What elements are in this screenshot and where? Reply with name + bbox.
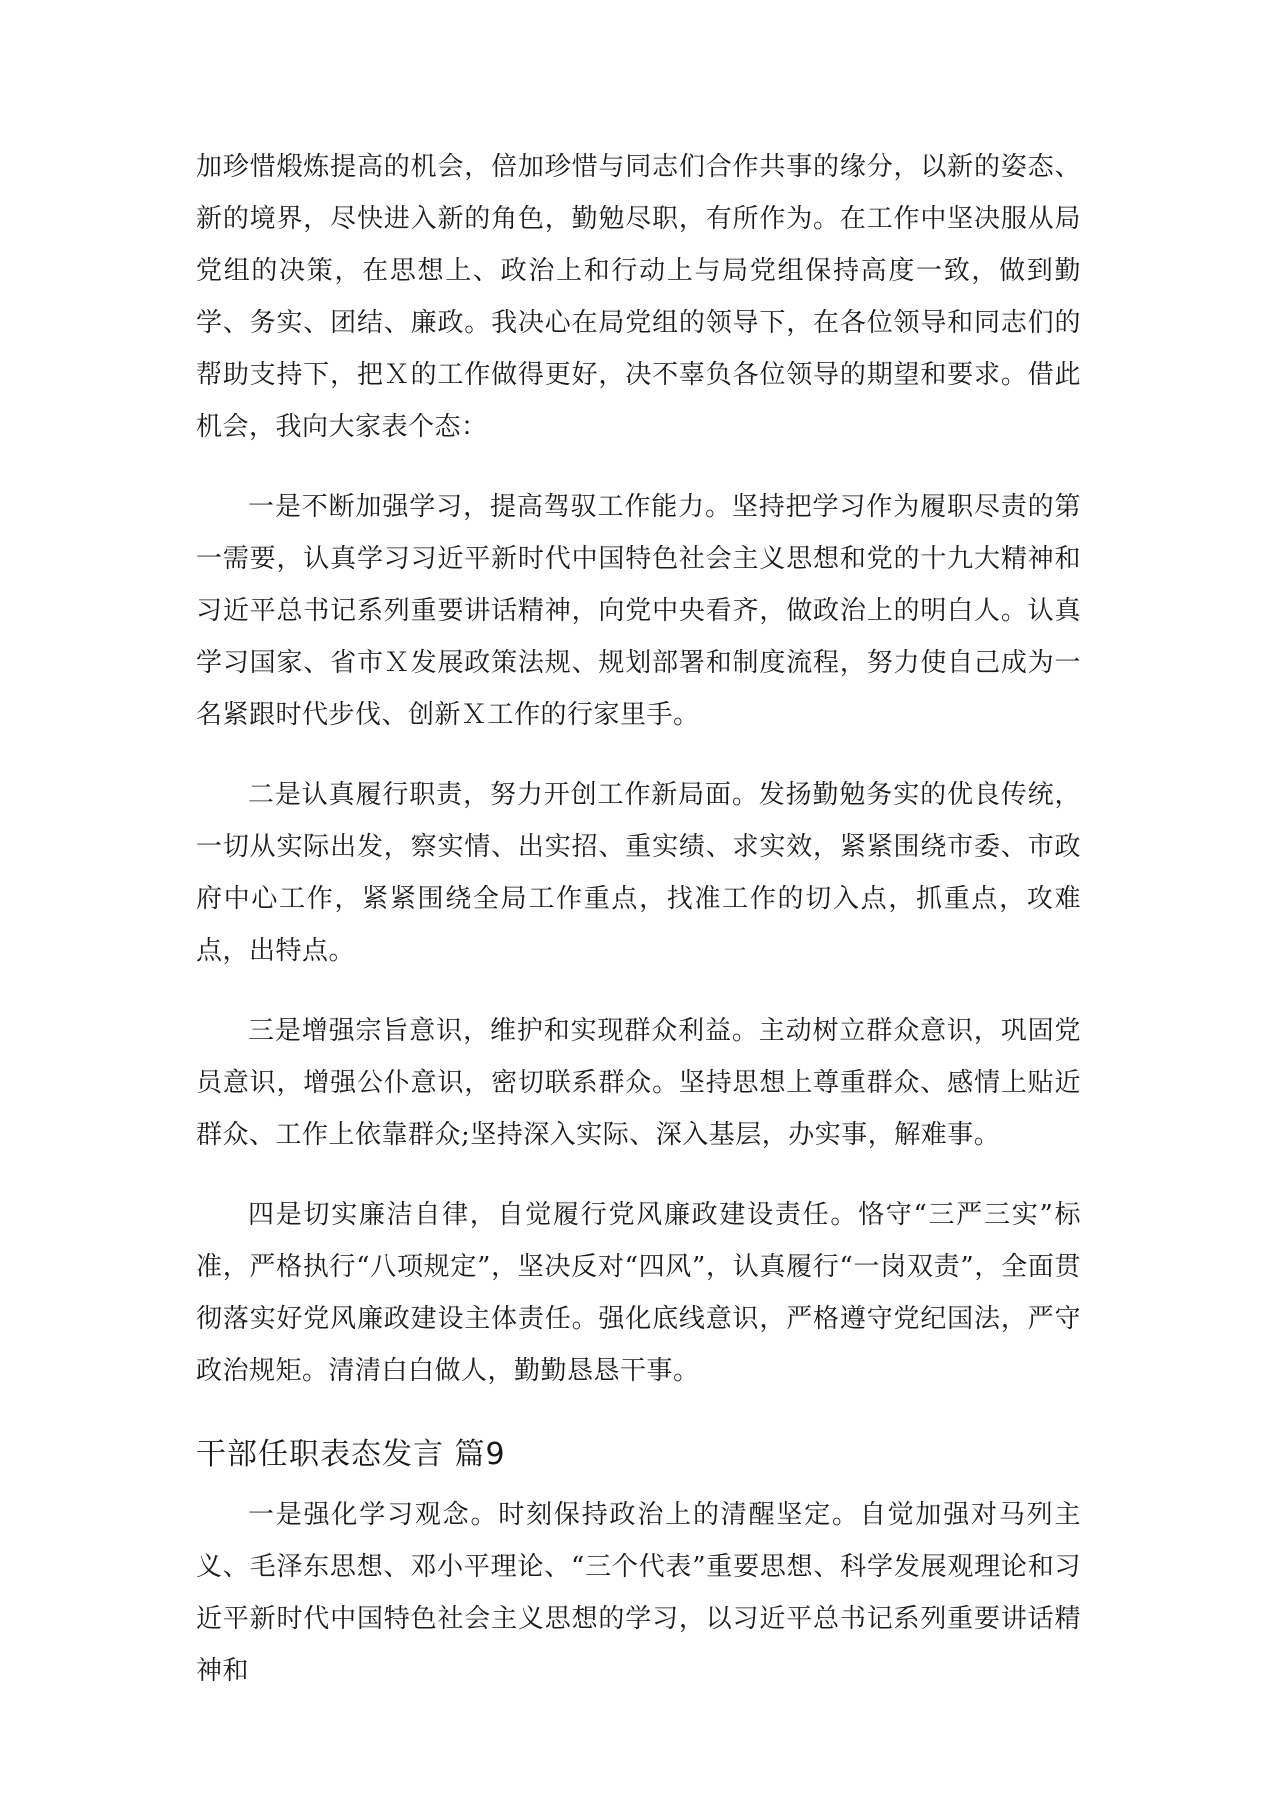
document-body <box>196 141 1081 1697</box>
paragraph-masses: 三是增强宗旨意识，维护和实现群众利益。主动树立群众意识，巩固党员意识，增强公仆意识，密切联系群众。坚持思想上尊重群众、感情上贴近群众、工作上依靠群众;坚持深入实际、深入基层，办实事，解难事。 <box>196 1016 1081 1150</box>
paragraph-duties: 二是认真履行职责，努力开创工作新局面。发扬勤勉务实的优良传统，一切从实际出发，察实情、出实招、重实绩、求实效，紧紧围绕市委、市政府中心工作，紧紧围绕全局工作重点，找准工作的切入点，抓重点，攻难点，出特点。 <box>196 780 1081 966</box>
paragraph-study: 一是不断加强学习，提高驾驭工作能力。坚持把学习作为履职尽责的第一需要，认真学习习近平新时代中国特色社会主义思想和党的十九大精神和习近平总书记系列重要讲话精神，向党中央看齐，做政治上的明白人。认真学习国家、省市Ｘ发展政策法规、规划部署和制度流程，努力使自己成为一名紧跟时代步伐、创新Ｘ工作的行家里手。 <box>196 492 1081 730</box>
paragraph-integrity: 四是切实廉洁自律，自觉履行党风廉政建设责任。恪守“三严三实”标准，严格执行“八项规定”，坚决反对“四风”，认真履行“一岗双责”，全面贯彻落实好党风廉政建设主体责任。强化底线意识，严格遵守党纪国法，严守政治规矩。清清白白做人，勤勤恳恳干事。 <box>196 1200 1081 1386</box>
paragraph-learning-concept: 一是强化学习观念。时刻保持政治上的清醒坚定。自觉加强对马列主义、毛泽东思想、邓小平理论、“三个代表”重要思想、科学发展观理论和习近平新时代中国特色社会主义思想的学习，以习近平总书记系列重要讲话精神和 <box>196 1500 1081 1686</box>
section-heading: 干部任职表态发言 篇9 <box>196 1437 506 1472</box>
paragraph-continuation: 加珍惜煅炼提高的机会，倍加珍惜与同志们合作共事的缘分，以新的姿态、新的境界，尽快进入新的角色，勤勉尽职，有所作为。在工作中坚决服从局党组的决策，在思想上、政治上和行动上与局党组保持高度一致，做到勤学、务实、团结、廉政。我决心在局党组的领导下，在各位领导和同志们的帮助支持下，把Ｘ的工作做得更好，决不辜负各位领导的期望和要求。借此机会，我向大家表个态： <box>196 152 1081 442</box>
